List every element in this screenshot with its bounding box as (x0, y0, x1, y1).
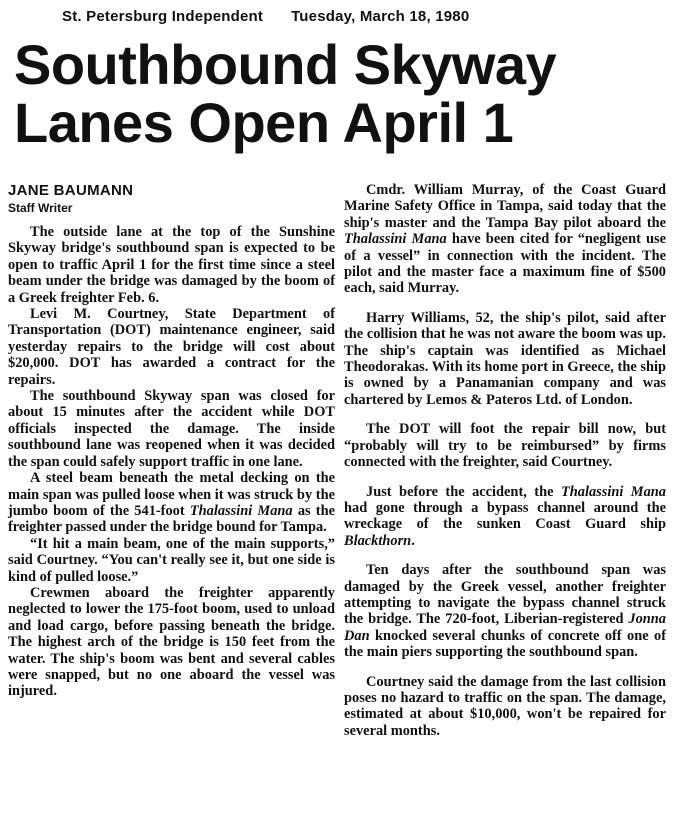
dateline (62, 8, 469, 25)
ship-name-italic: Thalassini Mana (344, 231, 447, 248)
headline (14, 33, 669, 154)
paragraph-4-text-a: A steel beam beneath the metal decking on the main span was pulled loose when it was struck by the jumbo boom of the 541-foot (8, 470, 335, 519)
paragraph-9: The DOT will foot the repair bill now, but “probably will try to be reimbursed” by firms connected with the freighter, said Courtney. (344, 421, 666, 471)
byline-author: JANE BAUMANN (8, 182, 134, 199)
article-column-left (8, 182, 335, 700)
ship-name-italic-2: Blackthorn (344, 532, 412, 549)
paragraph-7-text-a: Cmdr. William Murray, of the Coast Guard Marine Safety Office in Tampa, said today that the ship's master and the Tampa Bay pilot aboard the (344, 182, 666, 231)
paragraph-11-text-b: knocked several chunks of concrete off one of the main piers supporting the southbound span. (344, 627, 666, 661)
paragraph-1: The outside lane at the top of the Sunshine Skyway bridge's southbound span is expected to be open to traffic April 1 for the first time since a steel beam under the bridge was damaged by the boom of a Greek freighter Feb. 6. (8, 224, 335, 306)
article-column-right (344, 182, 666, 739)
ship-name-italic: Thalassini Mana (560, 483, 666, 500)
byline-role: Staff Writer (8, 201, 73, 215)
paragraph-8: Harry Williams, 52, the ship's pilot, said after the collision that he was not aware the boom was up. The ship's captain was identified as Michael Theodorakas. With its home port in Greece, the ship is owned by a Panamanian company and was chartered by Lemos & Pateros Ltd. of London. (344, 309, 666, 408)
headline-line-1: Southbound Skyway (14, 33, 557, 96)
paragraph-12: Courtney said the damage from the last collision poses no hazard to traffic on the span. The damage, estimated at about $10,000, won't be repaired for several months. (344, 673, 666, 739)
ship-name-italic: Jonna Dan (344, 611, 666, 644)
paragraph-2: Levi M. Courtney, State Department of Transportation (DOT) maintenance engineer, said yesterday repairs to the bridge will cost about $20,000. DOT has awarded a contract for the repairs. (8, 306, 335, 388)
ship-name-italic: Thalassini Mana (189, 502, 293, 519)
paragraph-11-text-a: Ten days after the southbound span was damaged by the Greek vessel, another freighter attempting to navigate the bypass channel struck the bridge. The 720-foot, Liberian-registered (344, 562, 666, 628)
paragraph-11 (344, 562, 666, 660)
paragraph-10-text-b: had gone through a bypass channel around the wreckage of the sunken Coast Guard ship (344, 499, 666, 533)
paragraph-7-text-b: have been cited for “negligent use of a vessel” in connection with the incident. The pilot and the master face a maximum fine of $500 each, said Murray. (344, 231, 667, 297)
paragraph-10 (344, 484, 666, 550)
paragraph-6: Crewmen aboard the freighter apparently neglected to lower the 175-foot boom, used to unload and load cargo, before passing beneath the bridge. The highest arch of the bridge is 150 feet from the water. The ship's boom was bent and several cables were snapped, but no one aboard the vessel was injured. (8, 584, 335, 700)
publication-date: Tuesday, March 18, 1980 (291, 8, 470, 25)
newspaper-name: St. Petersburg Independent (62, 8, 264, 25)
paragraph-10-text-a: Just before the accident, the (366, 483, 561, 500)
paragraph-5: “It hit a main beam, one of the main supports,” said Courtney. “You can't really see it, but one side is kind of pulled loose.” (8, 535, 335, 585)
paragraph-4-text-b: as the freighter passed under the bridge bound for Tampa. (8, 502, 335, 536)
paragraph-7 (344, 182, 666, 297)
headline-line-2: Lanes Open April 1 (14, 91, 514, 154)
paragraph-10-text-c: . (411, 532, 415, 549)
paragraph-4 (8, 470, 335, 536)
paragraph-3: The southbound Skyway span was closed for about 15 minutes after the accident while DOT officials inspected the damage. The inside southbound lane was reopened when it was decided the span could safely support traffic in one lane. (8, 388, 335, 470)
